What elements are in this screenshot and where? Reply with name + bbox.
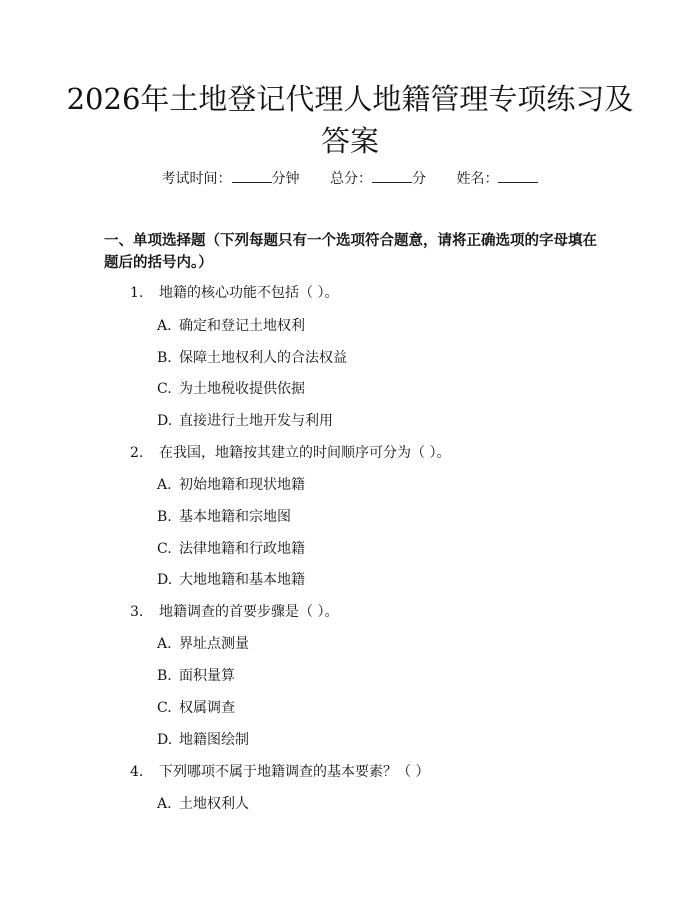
option-text: 权属调查 xyxy=(179,700,235,716)
question-text: 在我国，地籍按其建立的时间顺序可分为（ ）。 xyxy=(159,445,451,461)
total-score-field xyxy=(330,168,426,188)
total-score-blank[interactable] xyxy=(372,168,412,183)
exam-time-field xyxy=(162,168,300,188)
option-text: 确定和登记土地权利 xyxy=(179,318,305,334)
question-text: 下列哪项不属于地籍调查的基本要素？（ ） xyxy=(159,764,430,780)
option-3c[interactable] xyxy=(157,697,235,717)
option-text: 土地权利人 xyxy=(179,796,249,812)
exam-time-unit: 分钟 xyxy=(271,171,300,187)
exam-time-label: 考试时间： xyxy=(161,171,232,187)
total-score-label: 总分： xyxy=(330,171,372,187)
question-3 xyxy=(130,601,338,621)
option-3b[interactable] xyxy=(157,665,235,685)
question-number: 1. xyxy=(130,285,144,301)
question-1 xyxy=(130,282,338,302)
option-1d[interactable] xyxy=(157,410,333,430)
option-text: 法律地籍和行政地籍 xyxy=(179,541,305,557)
option-letter: D. xyxy=(157,732,173,748)
exam-meta xyxy=(0,168,700,188)
option-text: 大地地籍和基本地籍 xyxy=(179,572,305,588)
student-name-blank[interactable] xyxy=(498,168,538,183)
option-letter: B. xyxy=(157,668,172,684)
option-letter: B. xyxy=(157,350,172,366)
option-letter: C. xyxy=(157,541,172,557)
option-2b[interactable] xyxy=(157,506,291,526)
option-letter: A. xyxy=(157,796,172,812)
student-name-label: 姓名： xyxy=(456,171,499,187)
option-text: 基本地籍和宗地图 xyxy=(179,509,291,525)
option-2c[interactable] xyxy=(157,538,305,558)
option-3d[interactable] xyxy=(157,729,249,749)
option-letter: A. xyxy=(157,477,172,493)
question-4 xyxy=(130,761,429,781)
total-score-unit: 分 xyxy=(412,171,426,187)
option-text: 为土地税收提供依据 xyxy=(179,381,305,397)
question-number: 2. xyxy=(130,445,144,461)
exam-time-blank[interactable] xyxy=(232,168,272,183)
section-heading: 一、单项选择题（下列每题只有一个选项符合题意，请将正确选项的字母填在题后的括号内。） xyxy=(104,233,597,271)
option-2d[interactable] xyxy=(157,569,305,589)
option-letter: C. xyxy=(157,381,172,397)
option-1b[interactable] xyxy=(157,347,347,367)
option-text: 直接进行土地开发与利用 xyxy=(179,413,333,429)
student-name-field xyxy=(456,168,538,188)
question-text: 地籍的核心功能不包括（ ）。 xyxy=(159,285,339,301)
option-letter: D. xyxy=(157,413,173,429)
option-text: 保障土地权利人的合法权益 xyxy=(179,350,347,366)
option-1a[interactable] xyxy=(157,315,305,335)
option-text: 初始地籍和现状地籍 xyxy=(179,477,305,493)
option-2a[interactable] xyxy=(157,474,305,494)
option-letter: A. xyxy=(157,636,172,652)
question-text: 地籍调查的首要步骤是（ ）。 xyxy=(159,604,339,620)
option-letter: B. xyxy=(157,509,172,525)
option-letter: C. xyxy=(157,700,172,716)
option-letter: A. xyxy=(157,318,172,334)
option-text: 界址点测量 xyxy=(179,636,249,652)
option-text: 面积量算 xyxy=(179,668,235,684)
question-number: 3. xyxy=(130,604,144,620)
option-letter: D. xyxy=(157,572,173,588)
document-title: 2026年土地登记代理人地籍管理专项练习及答案 xyxy=(66,82,634,158)
option-4a[interactable] xyxy=(157,793,249,813)
question-2 xyxy=(130,442,450,462)
option-1c[interactable] xyxy=(157,378,305,398)
option-3a[interactable] xyxy=(157,633,249,653)
option-text: 地籍图绘制 xyxy=(179,732,249,748)
question-number: 4. xyxy=(130,764,144,780)
